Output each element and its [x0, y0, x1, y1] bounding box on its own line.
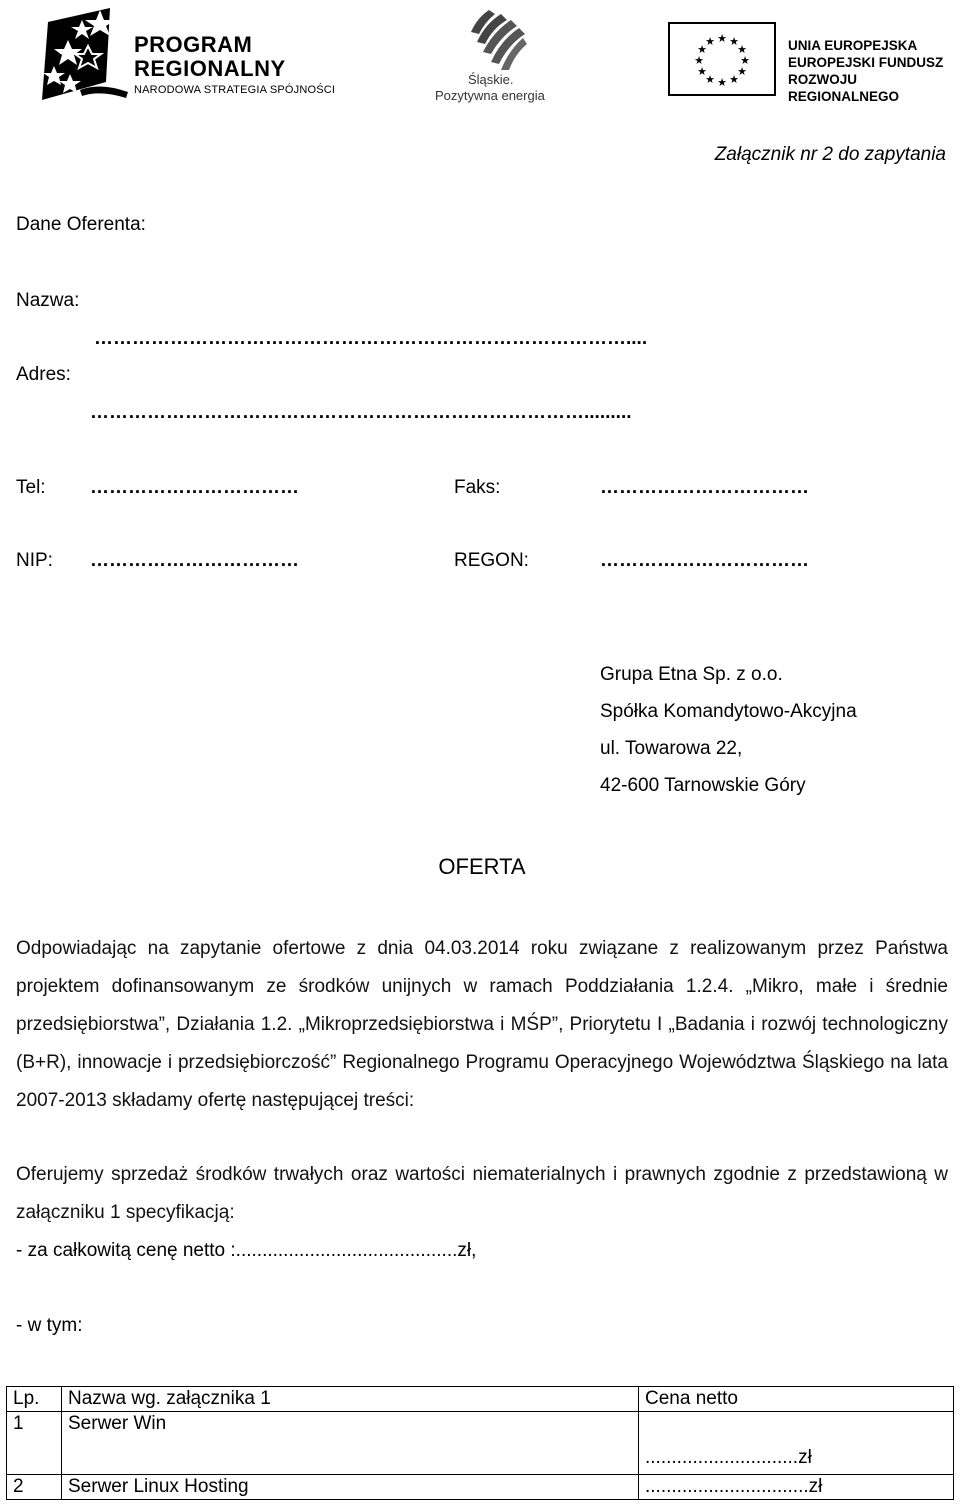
offer-text: Oferujemy sprzedaż środków trwałych oraz wartości niematerialnych i prawnych zgodnie z przedstawioną w załączniku 1 specyfikacją:	[16, 1164, 948, 1223]
address-field[interactable]: …………………………………………………………………….........	[90, 402, 632, 423]
nip-field[interactable]: ……………………………	[90, 550, 299, 571]
header-price: Cena netto	[639, 1387, 954, 1412]
intro-text: Odpowiadając na zapytanie ofertowe z dnia 04.03.2014 roku związane z realizowanym przez Państwa projektem dofinansowanym ze środków unijnych w ramach Poddziałania 1.2.4. „Mikro, małe i średnie przedsiębiorstwa”, Działania 1.2. „Mikroprzedsiębiorstwa i MŚP”, Priorytetu I „Badania i rozwój technologiczny (B+R), innowacje i przedsiębiorczość” Regionalnego Programu Operacyjnego Województwa Śląskiego na lata 2007-2013 składamy ofertę następującej treści:	[16, 938, 948, 1111]
eu-line1: UNIA EUROPEJSKA	[788, 38, 918, 53]
row1-name: Serwer Win	[62, 1412, 639, 1475]
fax-field[interactable]: ……………………………	[600, 477, 809, 498]
nip-label: NIP:	[16, 550, 53, 571]
table-row	[7, 1475, 954, 1500]
address-label: Adres:	[16, 364, 71, 385]
slaskie-line2: Pozytywna energia	[435, 88, 545, 103]
svg-text:★: ★	[697, 44, 707, 56]
name-label: Nazwa:	[16, 290, 80, 311]
row2-price-text: ...............................zł	[645, 1476, 823, 1497]
header-name: Nazwa wg. załącznika 1	[62, 1387, 639, 1412]
recipient-line2: Spółka Komandytowo-Akcyjna	[600, 701, 857, 722]
row1-price[interactable]	[639, 1412, 954, 1475]
including-label: - w tym:	[16, 1315, 83, 1336]
row2-name: Serwer Linux Hosting	[62, 1475, 639, 1500]
svg-text:★: ★	[737, 66, 747, 78]
slaskie-line1: Śląskie.	[468, 72, 514, 87]
tel-field[interactable]: ……………………………	[90, 477, 299, 498]
regon-field[interactable]: ……………………………	[600, 550, 809, 571]
svg-text:★: ★	[705, 74, 715, 86]
recipient-line4: 42-600 Tarnowskie Góry	[600, 775, 806, 796]
svg-text:★: ★	[694, 55, 704, 67]
row1-lp: 1	[7, 1412, 62, 1475]
attachment-label: Załącznik nr 2 do zapytania	[714, 144, 946, 165]
recipient-line1: Grupa Etna Sp. z o.o.	[600, 664, 783, 685]
offer-title: OFERTA	[438, 854, 526, 879]
slaskie-logo	[432, 8, 556, 106]
row2-price[interactable]	[639, 1475, 954, 1500]
program-regionalny-logo	[40, 4, 350, 104]
regon-label: REGON:	[454, 550, 529, 571]
svg-text:★: ★	[717, 77, 727, 89]
table-row	[7, 1412, 954, 1475]
offer-paragraph	[16, 1156, 948, 1232]
waves-icon	[459, 8, 529, 74]
eu-flag-icon	[668, 22, 776, 98]
svg-text:★: ★	[729, 36, 739, 48]
tel-label: Tel:	[16, 477, 46, 498]
svg-text:★: ★	[697, 66, 707, 78]
program-line3: NARODOWA STRATEGIA SPÓJNOŚCI	[134, 84, 336, 96]
row2-lp: 2	[7, 1475, 62, 1500]
svg-text:★: ★	[737, 44, 747, 56]
items-table	[6, 1386, 954, 1500]
header-lp: Lp.	[7, 1387, 62, 1412]
svg-text:★: ★	[717, 33, 727, 45]
svg-text:★: ★	[705, 36, 715, 48]
eu-line2: EUROPEJSKI FUNDUSZ	[788, 55, 944, 70]
row1-price-text: .............................zł	[645, 1447, 812, 1468]
net-price-line[interactable]: - za całkowitą cenę netto :..........................................zł,	[16, 1240, 477, 1261]
name-field[interactable]: …………………………………………………………………………....	[94, 328, 648, 349]
table-header-row	[7, 1387, 954, 1412]
bidder-title: Dane Oferenta:	[16, 214, 146, 235]
program-line2: REGIONALNY	[134, 56, 286, 81]
eu-logo	[668, 22, 958, 104]
intro-paragraph	[16, 930, 948, 1120]
fax-label: Faks:	[454, 477, 501, 498]
eu-line3: ROZWOJU REGIONALNEGO	[788, 72, 900, 104]
program-line1: PROGRAM	[134, 32, 253, 57]
stars-emblem-icon	[40, 4, 132, 104]
svg-text:★: ★	[740, 55, 750, 67]
svg-text:★: ★	[729, 74, 739, 86]
recipient-line3: ul. Towarowa 22,	[600, 738, 743, 759]
